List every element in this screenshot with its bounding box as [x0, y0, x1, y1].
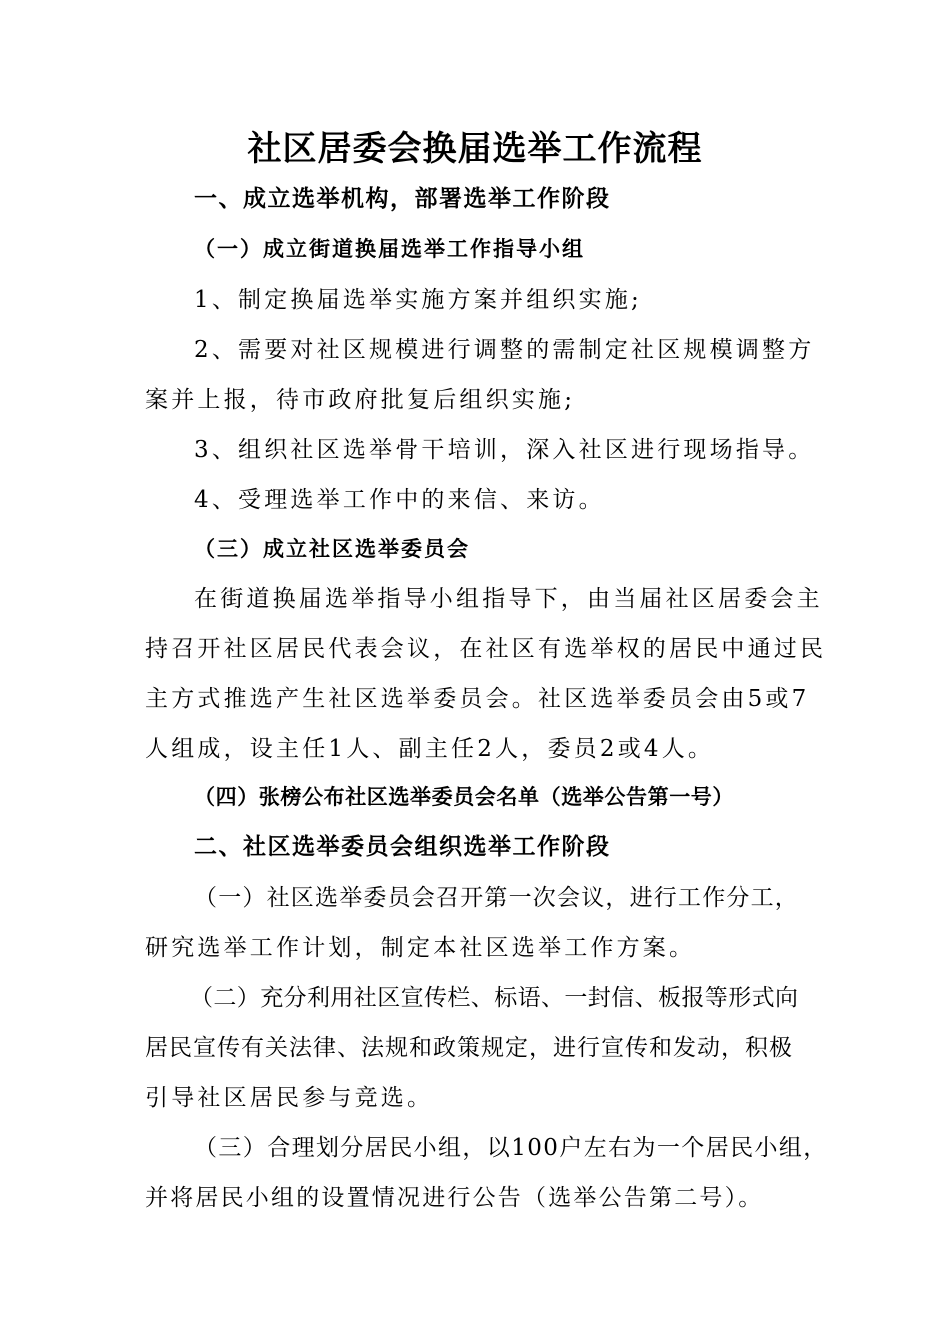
subsection-1-heading: （一）成立街道换届选举工作指导小组	[194, 237, 585, 261]
section-2-item-3-line-2: 并将居民小组的设置情况进行公告（选举公告第二号）。	[145, 1185, 764, 1211]
section-2-item-2-line-1: （二）充分利用社区宣传栏、标语、一封信、板报等形式向	[190, 985, 799, 1011]
subsection-4-heading: （四）张榜公布社区选举委员会名单（选举公告第一号）	[194, 785, 734, 809]
section-2-item-2-line-2: 居民宣传有关法律、法规和政策规定，进行宣传和发动，积极	[145, 1035, 793, 1061]
document-title: 社区居委会换届选举工作流程	[247, 129, 703, 169]
list-item-2-line-1: 2、需要对社区规模进行调整的需制定社区规模调整方	[194, 337, 815, 363]
list-item-1: 1、制定换届选举实施方案并组织实施;	[194, 287, 642, 313]
list-item-3: 3、组织社区选举骨干培训，深入社区进行现场指导。	[194, 437, 815, 463]
section-2-item-1-line-2: 研究选举工作计划，制定本社区选举工作方案。	[145, 935, 696, 961]
section-1-heading: 一、成立选举机构，部署选举工作阶段	[194, 186, 611, 212]
paragraph-1-line-1: 在街道换届选举指导小组指导下，由当届社区居委会主	[194, 586, 823, 612]
section-2-item-2-line-3: 引导社区居民参与竞选。	[145, 1085, 434, 1111]
list-item-4: 4、受理选举工作中的来信、来访。	[194, 487, 605, 513]
list-item-2-line-2: 案并上报，待市政府批复后组织实施;	[145, 387, 576, 413]
paragraph-1-line-3: 主方式推选产生社区选举委员会。社区选举委员会由5或7	[145, 686, 810, 712]
paragraph-1-line-4: 人组成，设主任1人、副主任2人，委员2或4人。	[145, 736, 715, 762]
section-2-item-1-line-1: （一）社区选举委员会召开第一次会议，进行工作分工，	[194, 885, 799, 911]
section-2-heading: 二、社区选举委员会组织选举工作阶段	[194, 834, 611, 860]
section-2-item-3-line-1: （三）合理划分居民小组，以100户左右为一个居民小组，	[194, 1135, 828, 1161]
subsection-3-heading: （三）成立社区选举委员会	[194, 537, 470, 561]
paragraph-1-line-2: 持召开社区居民代表会议，在社区有选举权的居民中通过民	[145, 636, 827, 662]
